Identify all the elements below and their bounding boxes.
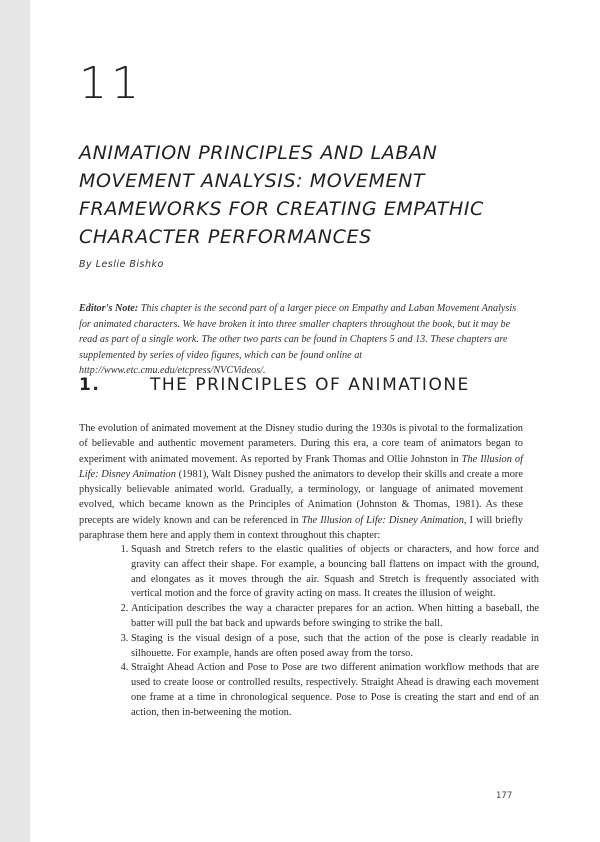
section-number: 1. (79, 375, 101, 395)
body-text: The evolution of animated movement at the Disney studio during the 1930s is pivotal to the formalization of believable and authentic movement parameters. During this era, a core team of animators began to experiment with animated movement. As reported by Frank Thomas and Ollie Johnston in (79, 423, 523, 465)
chapter-title-line: ANIMATION PRINCIPLES AND LABAN (79, 142, 438, 164)
editors-note-text: This chapter is the second part of a larger piece on Empathy and Laban Movement Analysis for animated characters. We have broken it into three smaller chapters throughout the book, but it may be read as part of a single work. The other two parts can be found in Chapters 5 and 13. These chapters are supplemented by series of video figures, which can be found online at http://www.etc.cmu.edu/etcpress/NVCVideos/. (79, 303, 517, 376)
section-heading (79, 375, 470, 395)
author-byline: By Leslie Bishko (79, 259, 164, 270)
page-number: 177 (496, 791, 513, 801)
principles-list (104, 543, 539, 721)
section-title: THE PRINCIPLES OF ANIMATIONE (150, 375, 470, 395)
editors-note (79, 301, 523, 379)
body-text: , I will briefly paraphrase them here and apply them in context throughout this chapter: (79, 514, 523, 542)
list-item: 3. Staging is the visual design of a pose, such that the action of the pose is clearly readable in silhouette. For example, hands are often posed away from the torso. (131, 632, 539, 662)
body-text: (1981), Walt Disney pushed the animators to develop their skills and create a more physically believable animated world. Gradually, a terminology, or language of animated movement evolved, which became known as the Principles of Animation (Johnston & Thomas, 1981). As these precepts are widely known and can be referenced in (79, 468, 523, 526)
list-item: 4. Straight Ahead Action and Pose to Pose are two different animation workflow methods that are used to create loose or controlled results, respectively. Straight Ahead is drawing each movement one frame at a time in chronological sequence. Pose to Pose is creating the start and end of an action, then in-betweening the motion. (131, 661, 539, 720)
list-item: 1. Squash and Stretch refers to the elastic qualities of objects or characters, and how force and gravity can affect their shape. For example, a bouncing ball flattens on impact with the ground, and elongates as it moves through the air. Squash and Stretch is frequently associated with vertical motion and the force of gravity acting on mass. It creates the illusion of weight. (131, 543, 539, 602)
chapter-number: 11 (79, 58, 143, 109)
editors-note-label: Editor's Note: (79, 303, 139, 314)
book-title: The Illusion of Life: Disney Animation (301, 514, 464, 526)
book-title: The Illusion of Life: Disney Animation (79, 453, 523, 480)
chapter-title-line: FRAMEWORKS FOR CREATING EMPATHIC (79, 198, 484, 220)
list-item: 2. Anticipation describes the way a character prepares for an action. When hitting a baseball, the batter will pull the bat back and upwards before swinging to strike the ball. (131, 602, 539, 632)
chapter-title-line: MOVEMENT ANALYSIS: MOVEMENT (79, 170, 426, 192)
chapter-title-line: CHARACTER PERFORMANCES (79, 226, 372, 248)
page-margin-bar (0, 0, 30, 842)
body-paragraph (79, 421, 523, 543)
chapter-title (79, 139, 519, 251)
